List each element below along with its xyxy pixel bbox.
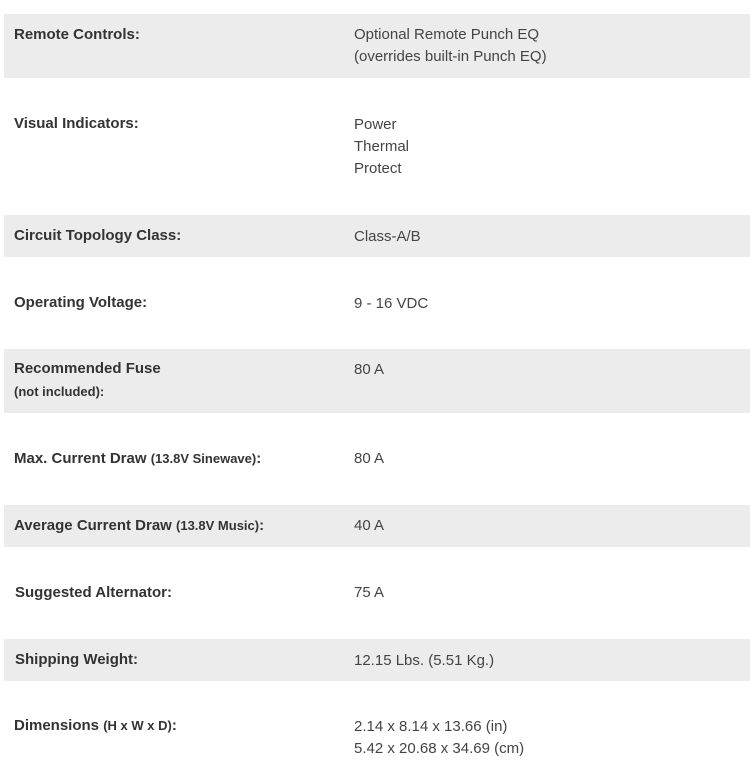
spec-row-suggested-alternator <box>4 547 750 639</box>
spec-value-line: Protect <box>354 160 402 177</box>
spec-label-max-current-draw <box>14 448 261 470</box>
spec-label-remote-controls: Remote Controls: <box>14 26 140 43</box>
spec-label-note: (not included): <box>14 384 105 399</box>
spec-label-average-current-draw <box>14 515 264 537</box>
spec-value-line: Power <box>354 116 397 133</box>
spec-row-shipping-weight <box>4 639 750 681</box>
spec-label-suffix: : <box>259 517 265 534</box>
spec-label-qualifier: (H x W x D) <box>103 718 172 733</box>
spec-value-circuit-topology: Class-A/B <box>354 228 421 245</box>
spec-row-visual-indicators <box>4 78 750 215</box>
spec-label-recommended-fuse <box>14 358 161 404</box>
spec-value-max-current-draw: 80 A <box>354 450 385 467</box>
spec-table <box>4 14 750 781</box>
spec-label-shipping-weight: Shipping Weight: <box>15 651 139 668</box>
spec-row-dimensions <box>4 681 750 781</box>
spec-label-suggested-alternator: Suggested Alternator: <box>15 584 172 601</box>
spec-value-dimensions <box>354 716 524 760</box>
spec-value-line: 5.42 x 20.68 x 34.69 (cm) <box>354 740 525 757</box>
spec-value-recommended-fuse: 80 A <box>354 361 385 378</box>
spec-value-operating-voltage: 9 - 16 VDC <box>354 295 429 312</box>
spec-value-visual-indicators <box>354 114 409 180</box>
spec-label-text: Dimensions <box>14 717 100 734</box>
spec-label-suffix: : <box>171 717 177 734</box>
spec-value-average-current-draw: 40 A <box>354 517 385 534</box>
spec-label-text: Recommended Fuse <box>14 360 161 377</box>
spec-row-average-current-draw <box>4 505 750 547</box>
spec-label-suffix: : <box>256 450 262 467</box>
spec-label-text: Average Current Draw <box>14 517 172 534</box>
spec-value-suggested-alternator: 75 A <box>354 584 385 601</box>
spec-value-shipping-weight: 12.15 Lbs. (5.51 Kg.) <box>354 652 495 669</box>
spec-value-line: Optional Remote Punch EQ <box>354 26 540 43</box>
spec-value-remote-controls <box>354 24 547 68</box>
spec-label-dimensions <box>14 715 177 737</box>
spec-value-line: (overrides built-in Punch EQ) <box>354 48 547 65</box>
spec-label-operating-voltage: Operating Voltage: <box>14 294 148 311</box>
spec-label-qualifier: (13.8V Music) <box>176 518 260 533</box>
spec-label-visual-indicators: Visual Indicators: <box>14 115 139 132</box>
spec-value-line: 2.14 x 8.14 x 13.66 (in) <box>354 718 508 735</box>
spec-row-remote-controls <box>4 14 750 78</box>
spec-value-line: Thermal <box>354 138 410 155</box>
spec-label-text: Max. Current Draw <box>14 450 147 467</box>
spec-row-recommended-fuse <box>4 349 750 413</box>
spec-row-circuit-topology <box>4 215 750 257</box>
spec-label-circuit-topology: Circuit Topology Class: <box>14 227 182 244</box>
spec-row-operating-voltage <box>4 257 750 349</box>
spec-row-max-current-draw <box>4 413 750 505</box>
spec-label-qualifier: (13.8V Sinewave) <box>150 451 257 466</box>
